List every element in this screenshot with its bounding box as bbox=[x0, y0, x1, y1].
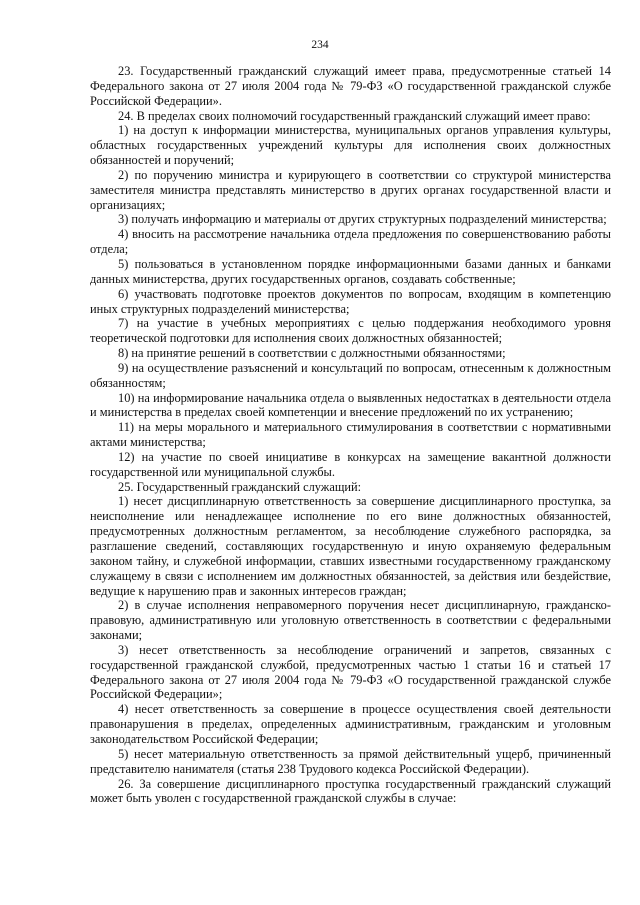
paragraph-24: 24. В пределах своих полномочий государственный гражданский служащий имеет право: bbox=[118, 108, 591, 123]
list-item-24-9: 9) на осуществление разъяснений и консультаций по вопросам, отнесенным к должностным обязанностям; bbox=[90, 360, 611, 390]
list-item-25-2: 2) в случае исполнения неправомерного поручения несет дисциплинарную, гражданско-правовую, административную или уголовную ответственность в соответствии с федеральными законами; bbox=[90, 598, 611, 643]
document-body bbox=[90, 64, 611, 806]
list-item-24-12: 12) на участие по своей инициативе в конкурсах на замещение вакантной должности государственной или муниципальной службы. bbox=[90, 449, 611, 479]
list-item-25-4: 4) несет ответственность за совершение в процессе осуществления своей деятельности правонарушения в пределах, определенных административным, гражданским и уголовным законодательством Российской Федерации; bbox=[90, 702, 611, 746]
list-item-25-3: 3) несет ответственность за несоблюдение ограничений и запретов, связанных с государственной гражданской службой, предусмотренных частью 1 статьи 16 и статьей 17 Федерального закона от 27 июля 2004 года № 79-ФЗ «О государственной гражданской службе Российской Федерации»; bbox=[90, 642, 611, 702]
list-item-24-10: 10) на информирование начальника отдела о выявленных недостатках в деятельности отдела и министерства в пределах своей компетенции и внесение предложений по их устранению; bbox=[90, 390, 611, 420]
page-number: 234 bbox=[311, 39, 329, 51]
list-item-24-1: 1) на доступ к информации министерства, муниципальных органов управления культуры, областных государственных учреждений культуры для исполнения своих должностных обязанностей и поручений; bbox=[90, 123, 611, 168]
paragraph-25: 25. Государственный гражданский служащий: bbox=[118, 479, 362, 494]
list-item-25-5: 5) несет материальную ответственность за прямой действительный ущерб, причиненный представителю нанимателя (статья 238 Трудового кодекса Российской Федерации). bbox=[90, 746, 611, 776]
paragraph-23: 23. Государственный гражданский служащий имеет права, предусмотренные статьей 14 Федерального закона от 27 июля 2004 года № 79-ФЗ «О государственной гражданской службе Российской Федерации». bbox=[90, 64, 611, 108]
list-item-24-11: 11) на меры морального и материального стимулирования в соответствии с нормативными актами министерства; bbox=[90, 420, 611, 450]
list-item-24-4: 4) вносить на рассмотрение начальника отдела предложения по совершенствованию работы отдела; bbox=[90, 227, 611, 257]
list-item-24-8: 8) на принятие решений в соответствии с должностными обязанностями; bbox=[118, 346, 506, 361]
list-item-24-6: 6) участвовать подготовке проектов документов по вопросам, входящим в компетенцию иных структурных подразделений министерства; bbox=[90, 286, 611, 316]
list-item-25-1: 1) несет дисциплинарную ответственность за совершение дисциплинарного проступка, за неисполнение или ненадлежащее исполнение по его вине должностных обязанностей, предусмотренных должностным регламентом, за несоблюдение служебного распорядка, за разглашение сведений, составляющих государственную и иную охраняемую федеральным законом тайну, и служебной информации, ставших известными государственному гражданскому служащему в связи с исполнением им должностных обязанностей, за действия или бездействие, ведущие к нарушению прав и законных интересов граждан; bbox=[90, 494, 611, 598]
list-item-24-3: 3) получать информацию и материалы от других структурных подразделений министерства; bbox=[118, 212, 607, 227]
paragraph-26: 26. За совершение дисциплинарного проступка государственный гражданский служащий может быть уволен с государственной гражданской службы в случае: bbox=[90, 776, 611, 806]
list-item-24-5: 5) пользоваться в установленном порядке информационными базами данных и банками данных министерства, других государственных органов, создавать собственные; bbox=[90, 256, 611, 286]
list-item-24-7: 7) на участие в учебных мероприятиях с целью поддержания необходимого уровня теоретической подготовки для исполнения своих должностных обязанностей; bbox=[90, 316, 611, 346]
list-item-24-2: 2) по поручению министра и курирующего в соответствии со структурой министерства заместителя министра представлять министерство в других органах государственной власти и организациях; bbox=[90, 167, 611, 212]
